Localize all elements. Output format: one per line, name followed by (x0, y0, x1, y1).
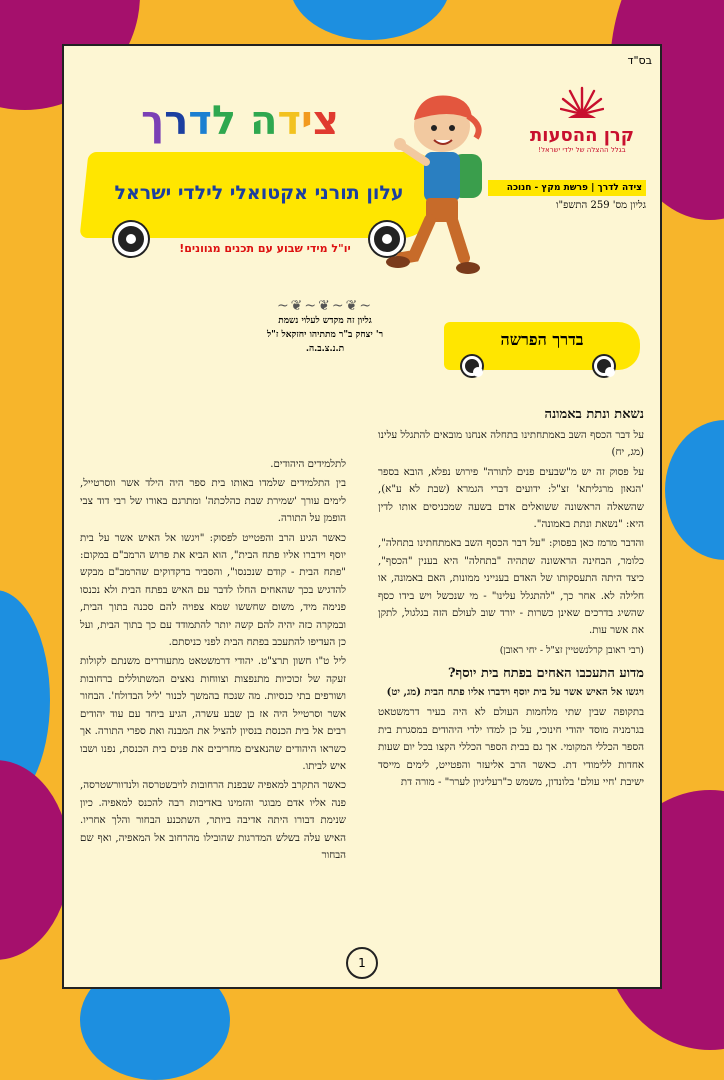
title-letter: ה (249, 98, 278, 144)
article-paragraph: על דבר הכסף השב באמתחתינו בתחלה אנחנו מובאים להתגלל עלינו (מג, יח) (378, 430, 644, 459)
title-letter: ד (188, 98, 212, 144)
article-subheading: ויגשו אל האיש אשר על בית יוסף וידברו אליו פתח הבית (מג, יט) (386, 687, 644, 699)
magazine-tagline: יו"ל מידי שבוע עם תכנים מגוונים! (179, 242, 351, 255)
org-slogan: בגלל ההצלה של ילדי ישראל! (538, 146, 626, 154)
bsd-mark: בס"ד (627, 54, 652, 67)
article-credit: (רבי ראובן קרלנשטיין זצ"ל - יחי ראובן) (499, 644, 644, 656)
bus-wheel-left-icon (114, 222, 148, 256)
memorial-line-1: גליון זה מקדש לעלוי נשמת (278, 316, 372, 326)
issue-info (488, 180, 646, 211)
article-heading-2: מדוע התעכבו האחים בפתח בית יוסף? (447, 666, 644, 682)
magazine-title (90, 98, 390, 144)
title-letter (236, 98, 250, 144)
title-letter: ך (141, 98, 165, 144)
title-letter: צ (312, 98, 339, 144)
org-name: קרן ההסעות (530, 125, 634, 146)
article-paragraph: כאשר התקרב למאפיה שבפנת הרחובות לויבשטרסה ולנדוורשטרסה, פנה אליו אדם מבוגר והזמינו באדיבות רבה להכנס למאפיה. כיון שנימת דבורו היתה אדיבה ביותר, השתכנע הבחור והלך אחריו. האיש עלה בשלש המדרגות שהובילו מהרחוב אל המאפיה, ואף שם הבחור (80, 780, 346, 861)
ornament-divider-icon: ~❦~❦~❦~ (276, 298, 374, 314)
magazine-subtitle: עלון תורני אקטואלי לילדי ישראל (114, 182, 404, 204)
article-paragraph: בין התלמידים שלמדו באותו בית ספר היה הילד אשר ווסרטייל, לימים עורך 'שמירת שבת כהלכתה' ומתרגם באורו של רבי דוד צבי הופמן על התורה. (80, 478, 346, 525)
memorial-dedication (180, 298, 470, 356)
article-paragraph: על פסוק זה יש מ"שבעים פנים לתורה" פירוש נפלא, הובא בספר 'הגאון מרגליתא' זצ"ל: ידועים דברי הגמרא (שבת לא ע"א), שהשאלה הראשונה ששואלים אדם בשעה שמכניסים אותו לדין היא: "נשאת ונתת באמונה". (378, 466, 644, 531)
article-column-left (80, 456, 346, 866)
issue-number: גליון מס' 259 התשפ"ו (555, 200, 646, 211)
parsha-label-text: בדרך הפרשה (500, 330, 584, 349)
page-number: 1 (346, 947, 378, 979)
article-paragraph: ליל ט"ו חשון תרצ"ט. יהודי דרמשטאט מתעוררים משנתם לקולות זעקה של זכוכיות מתנפצות וצווחות נאצים המשתוללים ברחובות ושורפים בתי כנסיות. מה שנכח בהמשך לכנור 'ליל הבדולח'. הבחור אשר וסרטייל היה אז בן שבע עשרה, הגיע ביחד עם עוד יהודים רבים אל בית הכנסת בנסיון להציל את המבנה ואת ספרי התורה. אך כשראו היהודים שהנאצים מחריבים את פנים בית הכנסת, נפנו ושבו איש לביתו. (80, 656, 346, 772)
bg-blob-blue-top (290, 0, 450, 40)
memorial-line-2: ר' יצחק ב"ר מתתיהו יחזקאל ז"ל (266, 330, 384, 340)
parsha-bus-wheel-left-icon (594, 356, 614, 376)
article-paragraph: כאשר הגיע הרב והפטייט לפסוק: "ויגשו אל האיש אשר על בית יוסף וידברו אליו פתח הבית", הוא הביא את פרוש הרמב"ם במקום: "פתח הבית - קודם שנכנסו", והסביר בדקדוקים שהרמב"ם מבקש להדגיש בכך שהאחים החלו לדבר עם האיש בפתח הבית ולא נכנסו פנימה מיד, משום שחששו שמא צפויה להם סכנה בתוך הבית, ובמקרה כזה יהיה להם קשה יותר להתמודד עם כך בתוך הבית, ועל כן העדיפו להתעכב בפתח הבית לפני כניסתם. (80, 532, 346, 649)
title-letter: י (300, 98, 313, 144)
bg-blob-magenta-left (0, 760, 70, 960)
article-heading: נשאת ונתת באמונה (544, 407, 644, 422)
article-paragraph: לתלמידים היהודים. (270, 459, 346, 470)
issue-bar: צידה לדרך | פרשת מקץ - חנוכה (488, 180, 646, 196)
sun-rays-icon (560, 84, 604, 122)
title-letter: ר (164, 98, 189, 144)
article-paragraph: והדבר מרמז כאן בפסוק: "על דבר הכסף השב באמתחתינו בתחלה", כלומר, הבחינה הראשונה שתהיה "בתחלה" היא בענין "הכסף", כיצד היתה התעסקותו של האדם בענייני ממונות, האם באמונה, או חלילה לא. אחר כך, "להתגלל עלינו" - מי שנכשל ויש בידו כסף שהשיג בדרכים שאינן כשרות - יורד שוב לעולם הזה בגלגול, לתקן את אשר עות. (378, 538, 644, 637)
title-letter: ד (277, 98, 301, 144)
memorial-line-3: ת.נ.צ.ב.ה. (305, 344, 345, 354)
org-logo (522, 84, 642, 154)
parsha-bus-wheel-right-icon (462, 356, 482, 376)
title-letter: ל (211, 98, 237, 144)
magazine-header (70, 86, 490, 286)
boy-with-backpack-icon (380, 86, 490, 286)
newsletter-page (62, 44, 662, 989)
article-column-right (378, 406, 644, 793)
parsha-section-label (444, 322, 640, 370)
article-paragraph: בתקופה שבין שתי מלחמות העולם לא היה בעיר דרמשטאט בגרמניה מוסד יהודי חינוכי, על כן למדו ילדי היהודים במסגרת בית הספר הכללי המקומי. אך גם בבית הספר הכללי הקצו בכל יום שעות אחדות ללימודי דת. כאשר הרב אליעזר והפטייט, לימים מייסד ישיבת 'חיי עולם' בלונדון, משמש כ"רעליגיון לערר" - מורה דת (378, 707, 644, 788)
bg-blob-blue-right (665, 420, 724, 560)
